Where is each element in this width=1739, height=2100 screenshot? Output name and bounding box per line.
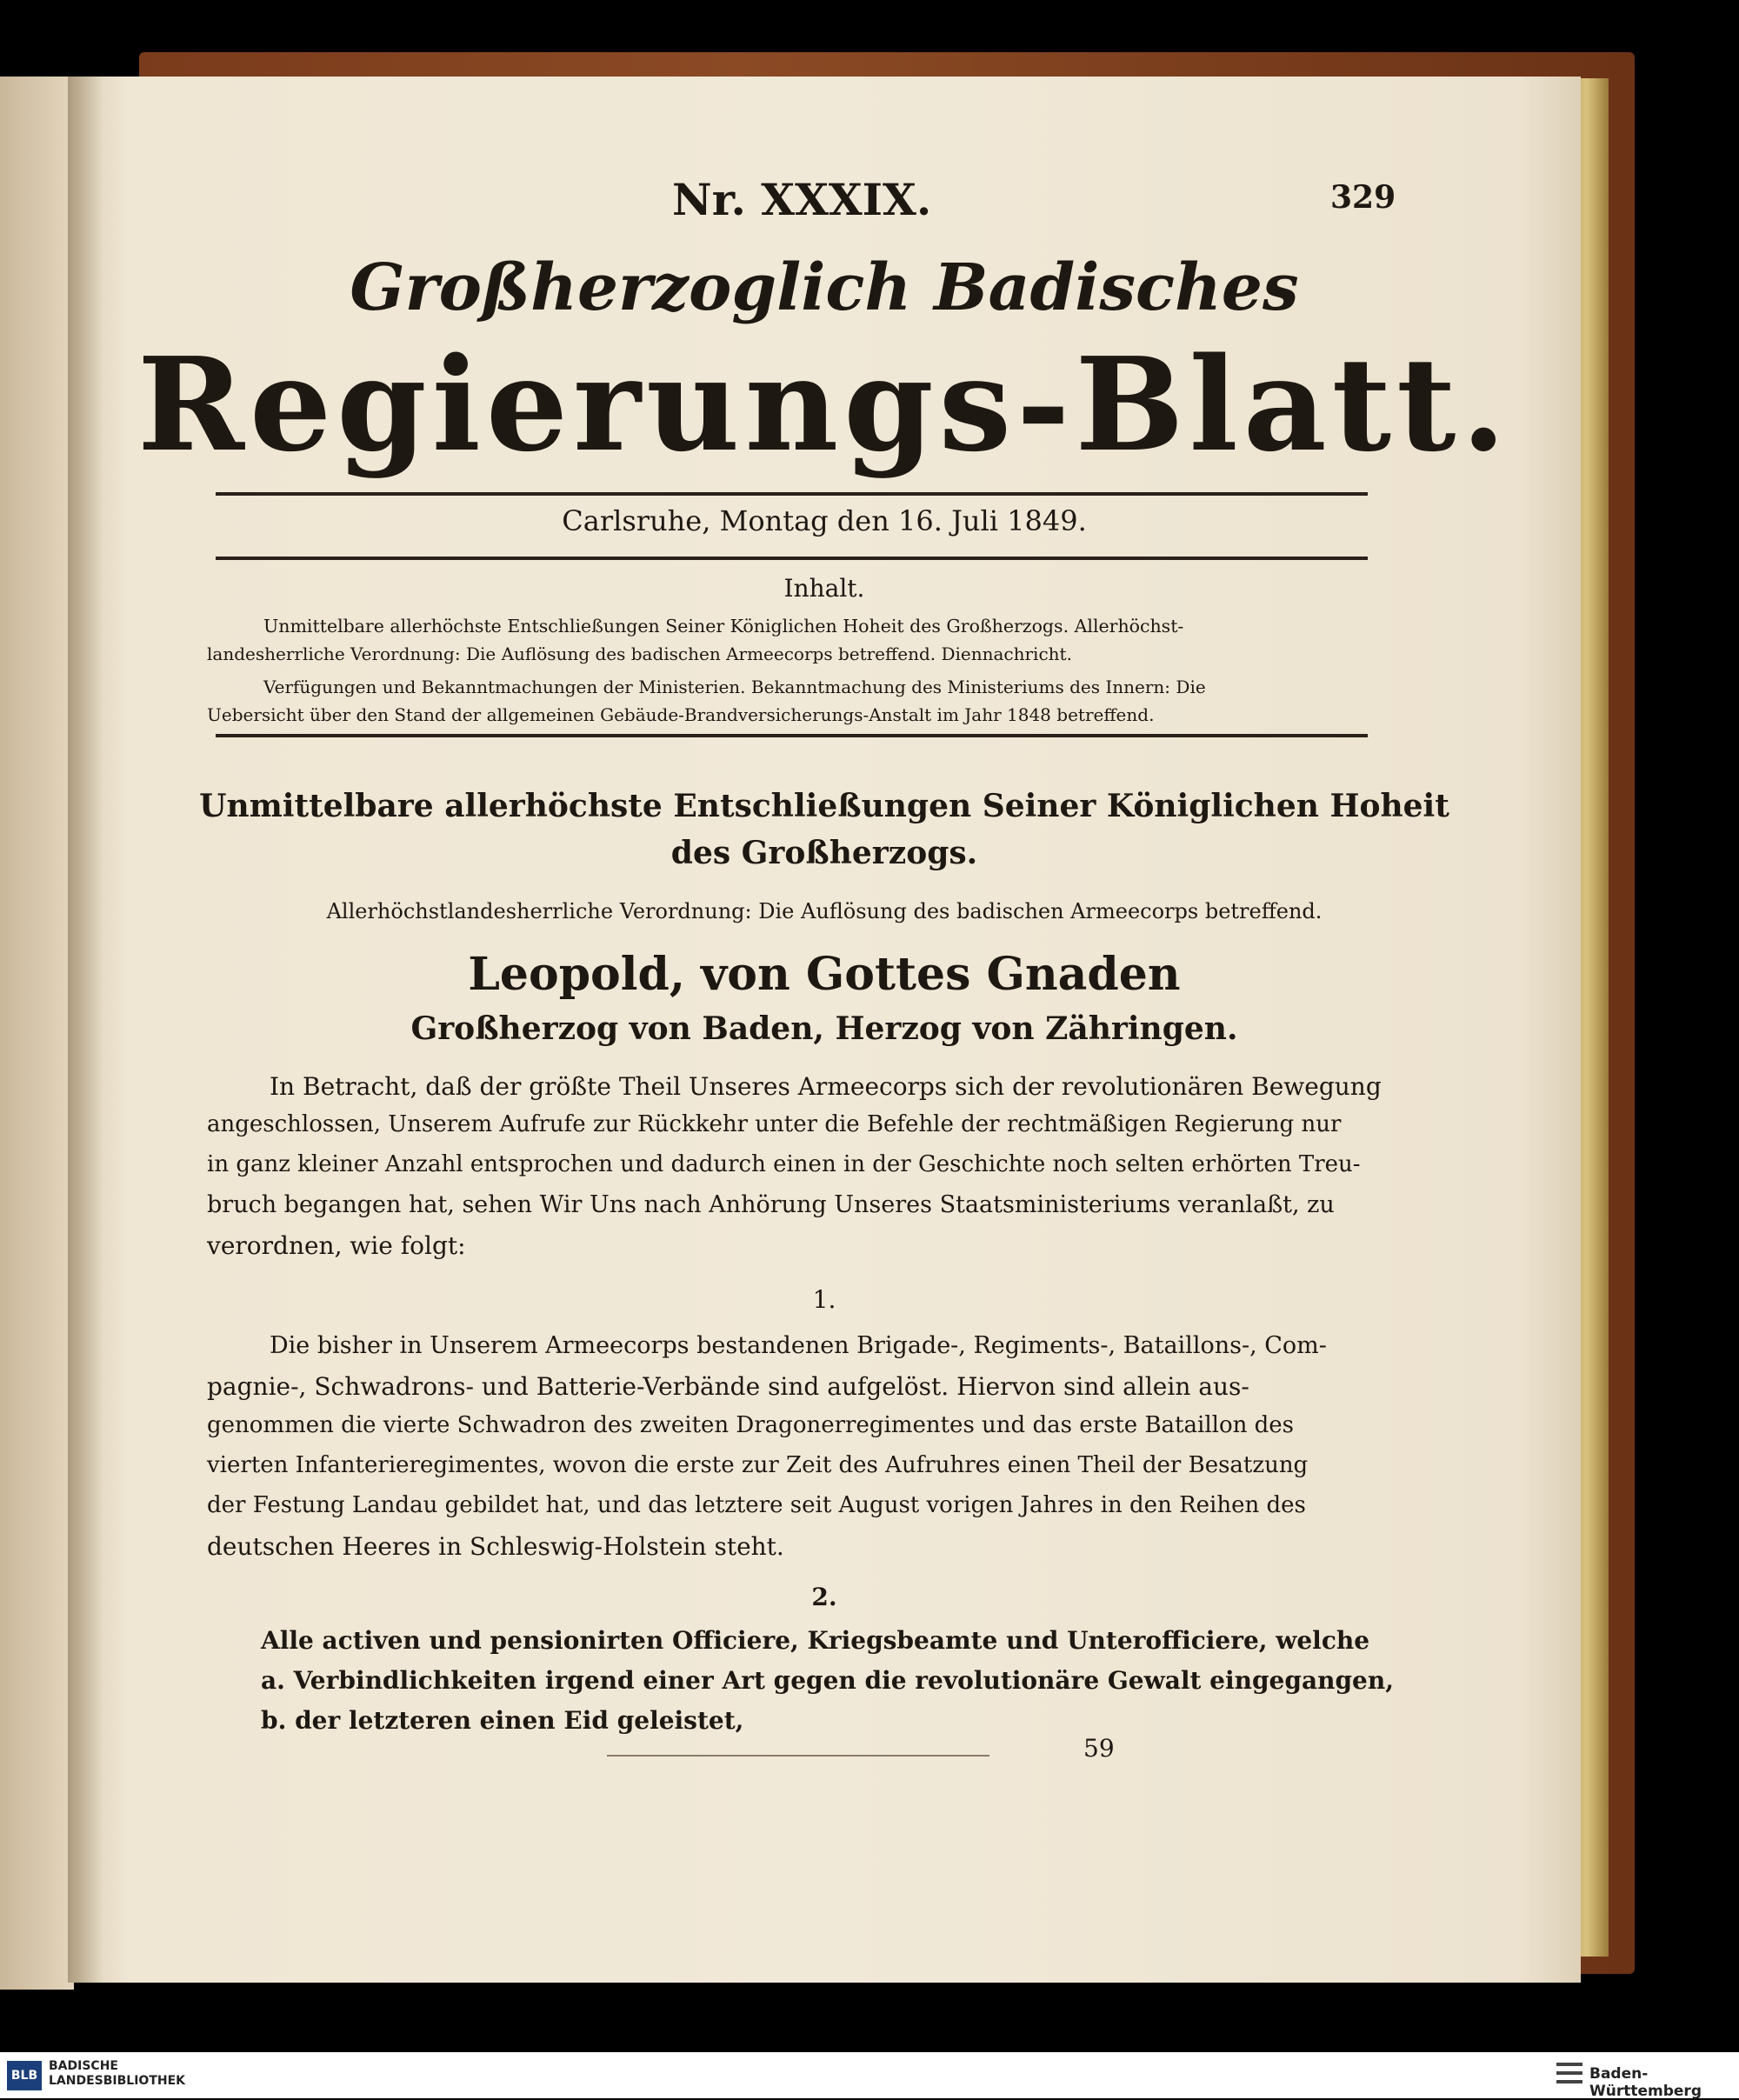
sheet-signature: 59 [1083,1734,1115,1763]
contents-heading: Inhalt. [783,574,865,603]
decree-subheading: Allerhöchstlandesherrliche Verordnung: Die Auflösung des badischen Armeecorps betreffend. [326,899,1323,923]
contents-line2: landesherrliche Verordnung: Die Auflösung des badischen Armeecorps betreffend. Diennachricht. [207,643,1072,664]
title-line1: Großherzoglich Badisches [350,250,1299,325]
article2-line2: a. Verbindlichkeiten irgend einer Art gegen die revolutionäre Gewalt eingegangen, [261,1666,1394,1695]
partner-name[interactable]: Baden-Württemberg [1589,2065,1702,2100]
article1-line2: pagnie-, Schwadrons- und Batterie-Verbände sind aufgelöst. Hiervon sind allein aus- [207,1372,1249,1401]
document-page [68,77,1581,1983]
rule-dateline [216,557,1368,560]
page-number: 329 [1330,179,1396,216]
baden-wuerttemberg-lions-icon [1556,2059,1582,2090]
blb-logo-icon[interactable]: BLB [7,2061,42,2090]
rule-contents [216,734,1368,737]
dateline: Carlsruhe, Montag den 16. Juli 1849. [562,504,1087,537]
institution-name[interactable] [49,2059,185,2089]
article2-line1: Alle activen und pensionirten Officiere, Kriegsbeamte und Unterofficiere, welche [261,1626,1370,1655]
institution-line2: LANDESBIBLIOTHEK [49,2074,186,2088]
preamble-line2: angeschlossen, Unserem Aufrufe zur Rückkehr unter die Befehle der rechtmäßigen Regierung nur [207,1111,1342,1137]
ruler-name: Leopold, von Gottes Gnaden [468,948,1181,1001]
ruler-title: Großherzog von Baden, Herzog von Zähringen. [410,1010,1238,1047]
article2-number: 2. [811,1583,837,1611]
facing-page [0,77,74,1990]
viewer-footer [0,2052,1739,2098]
preamble-line5: verordnen, wie folgt: [207,1231,466,1260]
article1-number: 1. [812,1285,836,1314]
preamble-line1: In Betracht, daß der größte Theil Unseres Armeecorps sich der revolutionären Bewegung [270,1072,1382,1101]
article2-line3: b. der letzteren einen Eid geleistet, [261,1706,744,1735]
institution-line1: BADISCHE [49,2059,118,2073]
contents-line3: Verfügungen und Bekanntmachungen der Ministerien. Bekanntmachung des Ministeriums des Innern: Die [263,677,1206,697]
preamble-line3: in ganz kleiner Anzahl entsprochen und dadurch einen in der Geschichte noch selten erhörten Treu- [207,1151,1361,1177]
preamble-line4: bruch begangen hat, sehen Wir Uns nach Anhörung Unseres Staatsministeriums veranlaßt, zu [207,1191,1335,1218]
section-heading-line2: des Großherzogs. [670,835,978,871]
section-heading-line1: Unmittelbare allerhöchste Entschließungen Seiner Königlichen Hoheit [199,788,1449,824]
issue-number: Nr. XXXIX. [672,174,932,225]
article1-line5: der Festung Landau gebildet hat, und das letztere seit August vorigen Jahres in den Reihen des [207,1492,1306,1518]
article1-line6: deutschen Heeres in Schleswig-Holstein steht. [207,1532,784,1561]
article1-line3: genommen die vierte Schwadron des zweiten Dragonerregimentes und das erste Bataillon des [207,1412,1294,1438]
contents-line4: Uebersicht über den Stand der allgemeinen Gebäude-Brandversicherungs-Anstalt im Jahr 1848 betreffend. [207,704,1155,725]
contents-line1: Unmittelbare allerhöchste Entschließungen Seiner Königlichen Hoheit des Großherzogs. Allerhöchst- [263,616,1184,637]
title-line2: Regierungs-Blatt. [137,329,1511,480]
article1-line4: vierten Infanterieregimentes, wovon die erste zur Zeit des Aufruhres einen Theil der Besatzung [207,1452,1309,1478]
article1-line1: Die bisher in Unserem Armeecorps bestandenen Brigade-, Regiments-, Bataillons-, Com- [270,1332,1327,1359]
rule-top [216,492,1368,496]
rule-signature [607,1755,989,1757]
